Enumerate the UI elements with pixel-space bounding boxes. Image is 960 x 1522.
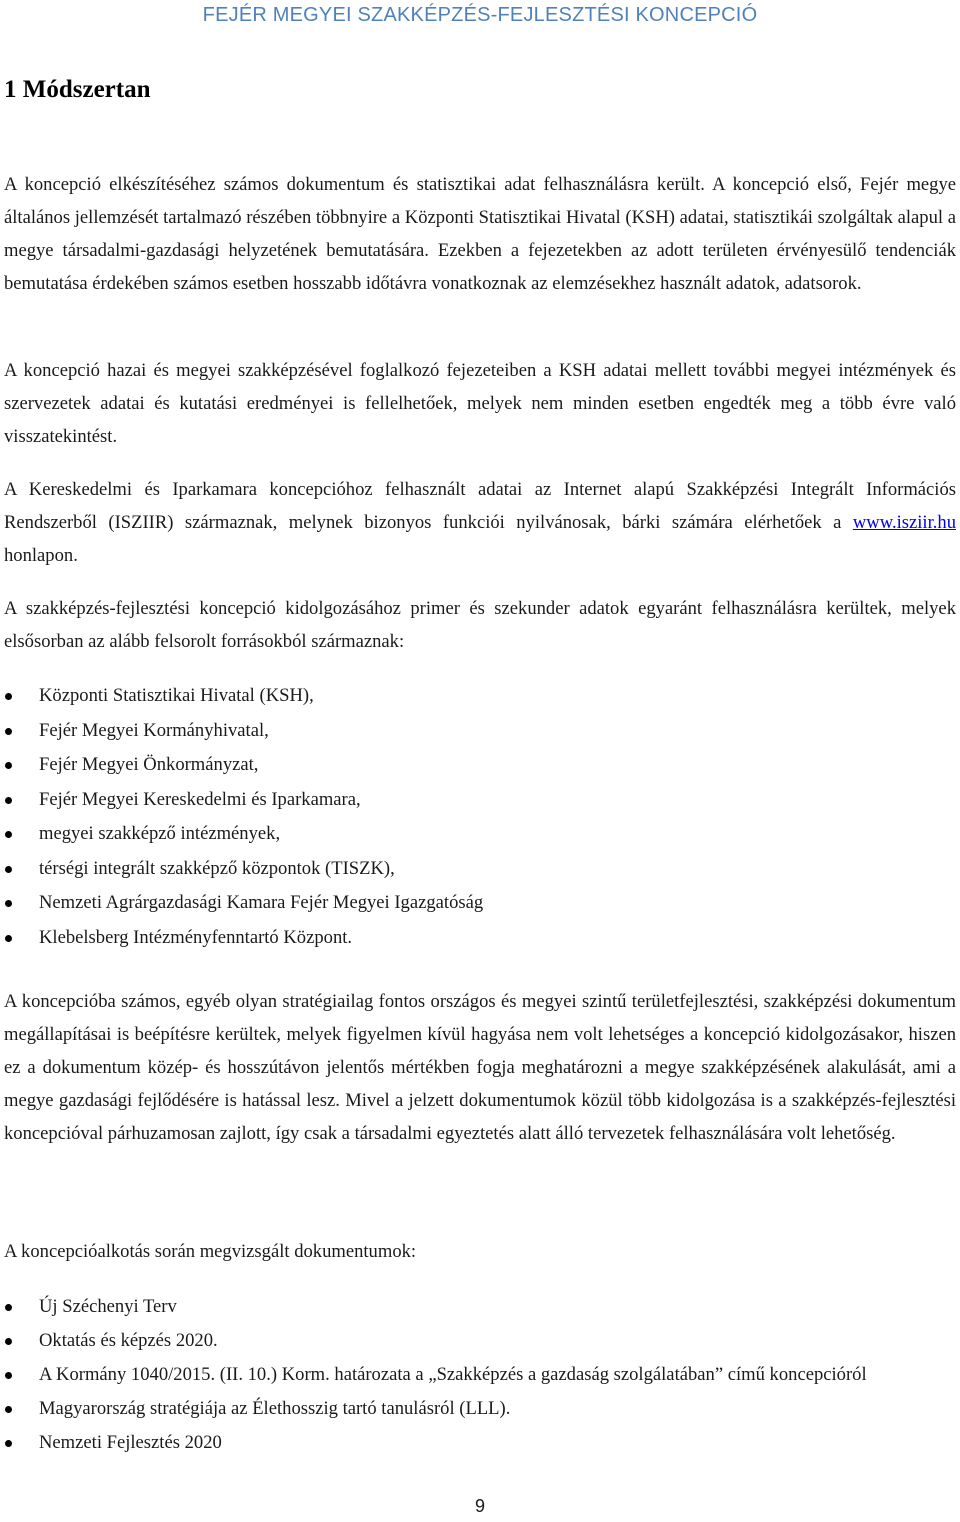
sources-list (0, 679, 956, 955)
list-item: térségi integrált szakképző központok (TISZK), (0, 852, 956, 887)
bullet-icon (5, 1304, 12, 1311)
bullet-icon (5, 797, 12, 804)
paragraph-county-data: A koncepció hazai és megyei szakképzésével foglalkozó fejezeteiben a KSH adatai mellett további megyei intézmények és szervezetek adatai és kutatási eredményei is fellelhetőek, melyek nem minden esetben engedték meg a több évre való visszatekintést. (4, 360, 956, 447)
paragraph-documents-intro: A koncepcióalkotás során megvizsgált dokumentumok: (4, 1241, 417, 1262)
isziir-link[interactable]: www.isziir.hu (852, 512, 956, 533)
bullet-icon (5, 831, 12, 838)
bullet-icon (5, 935, 12, 942)
bullet-icon (5, 693, 12, 700)
list-item: Fejér Megyei Kereskedelmi és Iparkamara, (0, 783, 956, 818)
running-header: FEJÉR MEGYEI SZAKKÉPZÉS-FEJLESZTÉSI KONCEPCIÓ (202, 4, 758, 26)
bullet-icon (5, 900, 12, 907)
page-number: 9 (474, 1496, 485, 1516)
list-item: megyei szakképző intézmények, (0, 817, 956, 852)
bullet-icon (5, 1406, 12, 1413)
bullet-icon (5, 728, 12, 735)
paragraph-strategic-docs: A koncepcióba számos, egyéb olyan stratégiailag fontos országos és megyei szintű területfejlesztési, szakképzési dokumentum megállapításai is beépítésre kerültek, melyek figyelmen kívül hagyása nem volt lehetséges a koncepció kidolgozásakor, hiszen ez a dokumentum közép- és hosszútávon jelentős mértékben fogja meghatározni a megye szakképzésének alakulását, ami a megye gazdasági fejlődésére is hatással lesz. Mivel a jelzett dokumentumok közül több kidolgozása is a szakképzés-fejlesztési koncepcióval párhuzamosan zajlott, így csak a társadalmi egyeztetés alatt álló tervezetek felhasználására volt lehetőség. (4, 991, 956, 1144)
list-item: Fejér Megyei Önkormányzat, (0, 748, 956, 783)
bullet-icon (5, 1338, 12, 1345)
list-item: A Kormány 1040/2015. (II. 10.) Korm. határozata a „Szakképzés a gazdaság szolgálatában” című koncepcióról (0, 1358, 956, 1392)
section-heading: 1 Módszertan (4, 76, 151, 103)
bullet-icon (5, 1440, 12, 1447)
bullet-icon (5, 762, 12, 769)
list-item: Oktatás és képzés 2020. (0, 1324, 956, 1358)
list-item: Központi Statisztikai Hivatal (KSH), (0, 679, 956, 714)
list-item: Nemzeti Agrárgazdasági Kamara Fejér Megyei Igazgatóság (0, 886, 956, 921)
paragraph-chamber-text: A Kereskedelmi és Iparkamara koncepcióhoz felhasznált adatai az Internet alapú Szakképzési Integrált Információs Rendszerből (ISZIIR) származnak, melynek bizonyos funkciói nyilvánosak, bárki számára elérhetőek a (4, 479, 956, 533)
paragraph-intro: A koncepció elkészítéséhez számos dokumentum és statisztikai adat felhasználásra került. A koncepció első, Fejér megye általános jellemzését tartalmazó részében többnyire a Központi Statisztikai Hivatal (KSH) adatai, statisztikái szolgáltak alapul a megye társadalmi-gazdasági helyzetének bemutatására. Ezekben a fejezetekben az adott területen érvényesülő tendenciák bemutatása érdekében számos esetben hosszabb időtávra vonatkoznak az elemzésekhez használt adatok, adatsorok. (4, 174, 956, 294)
bullet-icon (5, 866, 12, 873)
list-item: Magyarország stratégiája az Élethosszig tartó tanulásról (LLL). (0, 1392, 956, 1426)
list-item: Új Széchenyi Terv (0, 1290, 956, 1324)
bullet-icon (5, 1372, 12, 1379)
documents-list (0, 1290, 956, 1460)
paragraph-chamber-tail: honlapon. (4, 545, 78, 566)
list-item: Fejér Megyei Kormányhivatal, (0, 714, 956, 749)
paragraph-chamber-data (4, 473, 956, 572)
list-item: Klebelsberg Intézményfenntartó Központ. (0, 921, 956, 956)
list-item: Nemzeti Fejlesztés 2020 (0, 1426, 956, 1460)
paragraph-sources-intro: A szakképzés-fejlesztési koncepció kidolgozásához primer és szekunder adatok egyaránt felhasználásra kerültek, melyek elsősorban az alább felsorolt forrásokból származnak: (4, 598, 956, 652)
